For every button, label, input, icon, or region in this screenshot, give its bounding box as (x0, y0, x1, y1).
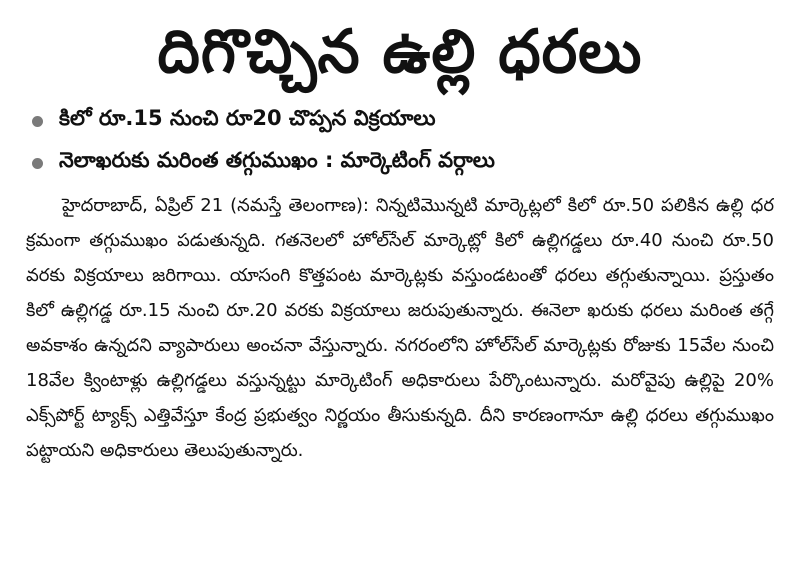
subheading-item (26, 100, 774, 142)
subheading-text: నెలాఖరుకు మరింత తగ్గుముఖం : మార్కెటింగ్ వర్గాలు (59, 148, 495, 172)
headline: దిగొచ్చిన ఉల్లి ధరలు (157, 17, 643, 87)
subheading-list (26, 100, 774, 184)
subheading-item (26, 142, 774, 184)
bullet-dot-icon (32, 116, 43, 127)
bullet-dot-icon (32, 158, 43, 169)
article-body: హైదరాబాద్, ఏప్రిల్ 21 (నమస్తే తెలంగాణ): నిన్నటిమొన్నటి మార్కెట్లలో కిలో రూ.50 పలికిన ఉల్లి ధర క్రమంగా తగ్గుముఖం పడుతున్నది. గతనెలలో హోల్‌సేల్ మార్కెట్లో కిలో ఉల్లిగడ్డలు రూ.40 నుంచి రూ.50 వరకు విక్రయాలు జరిగాయి. యాసంగి కొత్తపంట మార్కెట్లకు వస్తుండటంతో ధరలు తగ్గుతున్నాయి. ప్రస్తుతం కిలో ఉల్లిగడ్డ రూ.15 నుంచి రూ.20 వరకు విక్రయాలు జరుపుతున్నారు. ఈనెలా ఖరుకు ధరలు మరింత తగ్గే అవకాశం ఉన్నదని వ్యాపారులు అంచనా వేస్తున్నారు. నగరంలోని హోల్‌సేల్ మార్కెట్లకు రోజుకు 15వేల నుంచి 18వేల క్వింటాళ్లు ఉల్లిగడ్డలు వస్తున్నట్టు మార్కెటింగ్ అధికారులు పేర్కొంటున్నారు. మరోవైపు ఉల్లిపై 20% ఎక్స్‌పోర్ట్ ట్యాక్స్ ఎత్తివేస్తూ కేంద్ర ప్రభుత్వం నిర్ణయం తీసుకున్నది. దీని కారణంగానూ ఉల్లి ధరలు తగ్గుముఖం పట్టాయని అధికారులు తెలుపుతున్నారు. (26, 195, 774, 461)
subheading-text: కిలో రూ.15 నుంచి రూ20 చొప్పన విక్రయాలు (59, 106, 436, 130)
